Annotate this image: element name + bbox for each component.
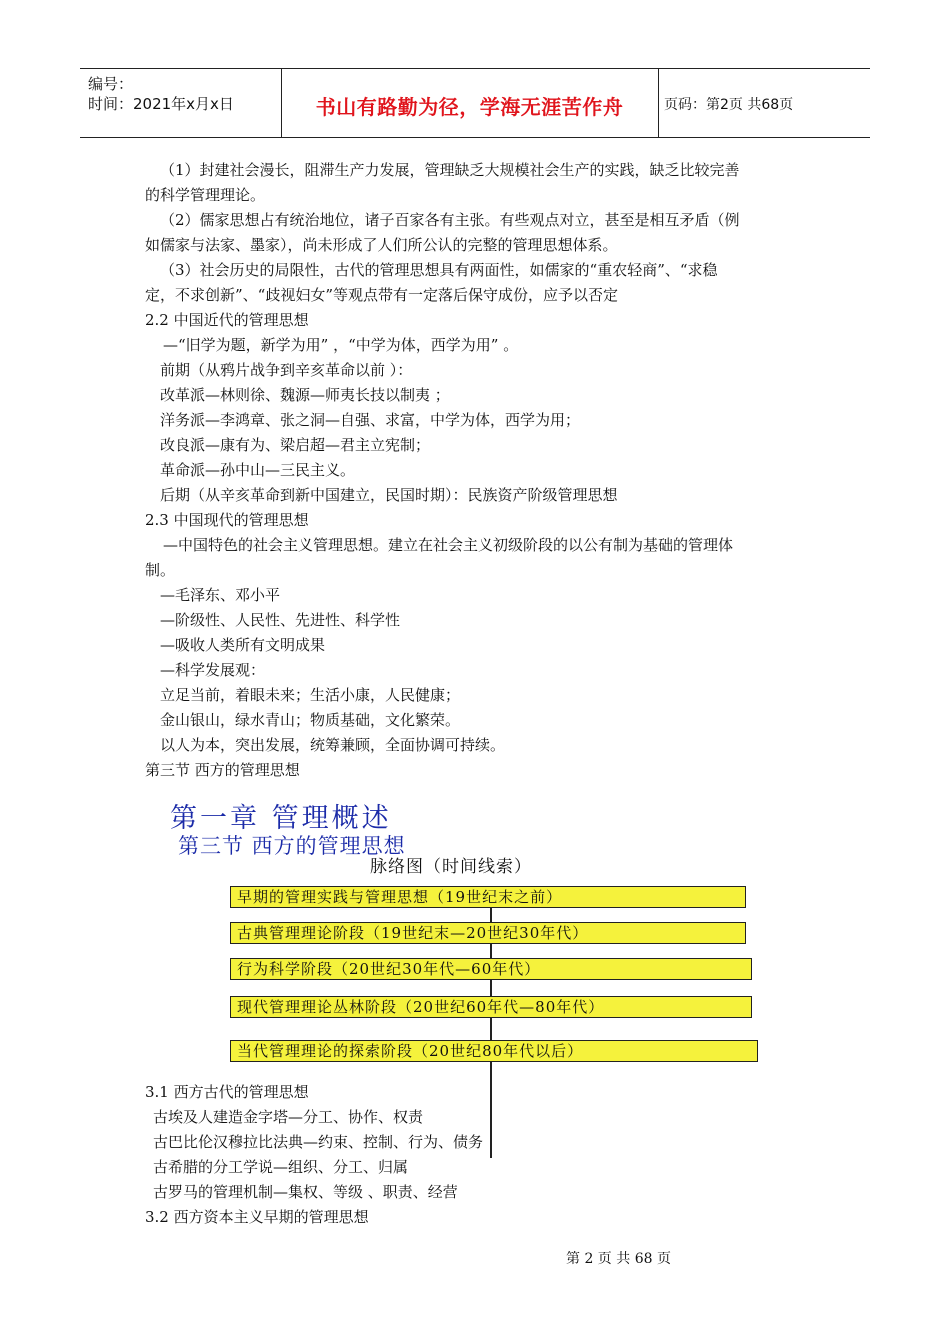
timeline-diagram bbox=[160, 790, 800, 1070]
header-left-cell bbox=[80, 69, 282, 137]
body-line: 古巴比伦汉穆拉比法典—约束、控制、行为、债务 bbox=[153, 1133, 484, 1151]
body-line: —“旧学为题，新学为用” ，“中学为体，西学为用” 。 bbox=[163, 336, 519, 354]
page-footer: 第 2 页 共 68 页 bbox=[566, 1251, 671, 1267]
body-line: 制。 bbox=[145, 561, 176, 579]
body-line: —毛泽东、邓小平 bbox=[160, 586, 281, 604]
body-line: 前期（从鸦片战争到辛亥革命以前 ）： bbox=[160, 361, 413, 379]
document-header bbox=[80, 68, 870, 138]
timeline-stage: 行为科学阶段（20世纪30年代—60年代） bbox=[230, 958, 752, 980]
number-label: 编号： bbox=[88, 75, 134, 93]
body-line: 以人为本，突出发展，统筹兼顾，全面协调可持续。 bbox=[160, 736, 506, 754]
section-heading: 3.2 西方资本主义早期的管理思想 bbox=[145, 1208, 369, 1226]
body-line: 古罗马的管理机制—集权、等级 、职责、经营 bbox=[153, 1183, 458, 1201]
motto: 书山有路勤为径，学海无涯苦作舟 bbox=[315, 95, 624, 119]
page-info: 页码：第2页 共68页 bbox=[664, 97, 794, 113]
body-line: —阶级性、人民性、先进性、科学性 bbox=[160, 611, 401, 629]
timeline-stage: 古典管理理论阶段（19世纪末—20世纪30年代） bbox=[230, 922, 746, 944]
body-line: 改革派—林则徐、魏源—师夷长技以制夷 ； bbox=[160, 386, 450, 404]
body-line: （2）儒家思想占有统治地位，诸子百家各有主张。有些观点对立，甚至是相互矛盾（例 bbox=[160, 211, 740, 229]
diagram-chapter-title: 第一章 管理概述 bbox=[170, 803, 392, 834]
body-line: 后期（从辛亥革命到新中国建立，民国时期）：民族资产阶级管理思想 bbox=[160, 486, 618, 504]
body-line: 立足当前，着眼未来；生活小康，人民健康； bbox=[160, 686, 461, 704]
timeline-stage: 现代管理理论丛林阶段（20世纪60年代—80年代） bbox=[230, 996, 752, 1018]
body-line: 革命派—孙中山—三民主义。 bbox=[160, 461, 356, 479]
body-line: —科学发展观： bbox=[160, 661, 266, 679]
header-motto-cell bbox=[281, 69, 659, 137]
body-line: （3）社会历史的局限性，古代的管理思想具有两面性，如儒家的“重农轻商”、“求稳 bbox=[160, 261, 718, 279]
time-label: 时间：2021年x月x日 bbox=[88, 95, 234, 113]
section-heading: 2.3 中国现代的管理思想 bbox=[145, 511, 309, 529]
body-line: —吸收人类所有文明成果 bbox=[160, 636, 326, 654]
body-line: 如儒家与法家、墨家），尚未形成了人们所公认的完整的管理思想体系。 bbox=[145, 236, 618, 254]
diagram-section-title: 第三节 西方的管理思想 bbox=[178, 834, 406, 858]
body-line: 洋务派—李鸿章、张之洞—自强、求富，中学为体，西学为用； bbox=[160, 411, 581, 429]
body-line: 改良派—康有为、梁启超—君主立宪制； bbox=[160, 436, 431, 454]
section-heading: 3.1 西方古代的管理思想 bbox=[145, 1083, 309, 1101]
header-right-cell bbox=[658, 69, 870, 137]
timeline-stage: 当代管理理论的探索阶段（20世纪80年代以后） bbox=[230, 1040, 758, 1062]
body-line: 古埃及人建造金字塔—分工、协作、权责 bbox=[153, 1108, 424, 1126]
body-line: 定，不求创新”、“歧视妇女”等观点带有一定落后保守成份，应予以否定 bbox=[145, 286, 619, 304]
body-line: 金山银山，绿水青山；物质基础，文化繁荣。 bbox=[160, 711, 461, 729]
diagram-subtitle: 脉络图（时间线索） bbox=[370, 857, 532, 877]
timeline-stage: 早期的管理实践与管理思想（19世纪末之前） bbox=[230, 886, 746, 908]
body-line: （1）封建社会漫长，阻滞生产力发展，管理缺乏大规模社会生产的实践，缺乏比较完善 bbox=[160, 161, 740, 179]
body-line: 古希腊的分工学说—组织、分工、归属 bbox=[153, 1158, 409, 1176]
timeline-connector bbox=[490, 908, 492, 1158]
body-line: 的科学管理理论。 bbox=[145, 186, 266, 204]
section-heading: 2.2 中国近代的管理思想 bbox=[145, 311, 309, 329]
body-line: —中国特色的社会主义管理思想。建立在社会主义初级阶段的以公有制为基础的管理体 bbox=[163, 536, 734, 554]
section-heading: 第三节 西方的管理思想 bbox=[145, 761, 300, 779]
